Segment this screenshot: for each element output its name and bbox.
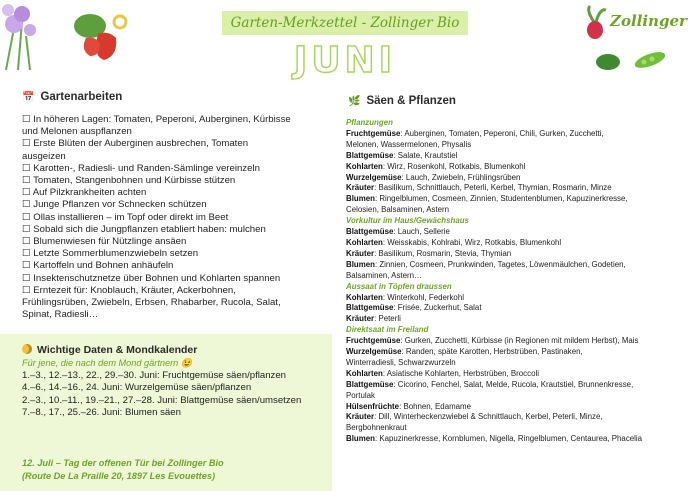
category-label: Kräuter xyxy=(346,412,375,422)
sow-line xyxy=(346,271,684,282)
garden-section-title xyxy=(22,91,122,103)
sow-line xyxy=(346,369,684,380)
dates-section-title xyxy=(22,344,197,356)
category-label: Kohlarten xyxy=(346,237,383,247)
sow-line xyxy=(346,434,684,445)
category-items: Portulak xyxy=(346,390,375,400)
seedling-icon: 🌿 xyxy=(348,96,361,107)
category-label: Fruchtgemüse xyxy=(346,128,401,138)
task-line: ☐ Sobald sich die Jungpflanzen etabliert haben: mulchen xyxy=(22,223,266,235)
task-line: ☐ Ollas installieren – im Topf oder direkt im Beet xyxy=(22,211,229,223)
category-items: Winterradiesli, Schwarzwurzeln xyxy=(346,357,456,367)
category-label: Wurzelgemüse xyxy=(346,172,402,182)
category-label: Wurzelgemüse xyxy=(346,347,402,357)
category-items: : Wirz, Rosenkohl, Rotkabis, Blumenkohl xyxy=(382,161,526,171)
sow-line xyxy=(346,249,684,260)
task-line: Spinat, Radiesli… xyxy=(22,309,99,321)
category-items: : Dill, Winterheckenzwiebel & Schnittlauch, Kerbel, Peterli, Minze, xyxy=(374,412,603,422)
task-line: ☐ In höheren Lagen: Tomaten, Peperoni, Auberginen, Kürbisse xyxy=(22,114,291,125)
garden-title-text: Gartenarbeiten xyxy=(40,91,123,103)
garden-task-list xyxy=(22,114,322,321)
task-line: ☐ Kartoffeln und Bohnen anhäufeln xyxy=(22,260,174,272)
task-line: ☐ Auf Pilzkrankheiten achten xyxy=(22,187,147,199)
category-items: : Salate, Krautstiel xyxy=(393,150,458,160)
sow-line xyxy=(346,162,684,173)
category-items: : Peterli xyxy=(374,314,401,324)
category-items: : Randen, späte Karotten, Herbstrüben, Pastinaken, xyxy=(401,347,583,357)
category-items: : Winterkohl, Federkohl xyxy=(382,292,464,302)
task-line: Frühlingsrüben, Zwiebeln, Erbsen, Rhabarber, Rucola, Salat, xyxy=(22,297,281,309)
sow-line xyxy=(346,358,684,369)
category-label: Kohlarten xyxy=(346,292,383,302)
event-address: (Route De La Praille 20, 1897 Les Evouettes) xyxy=(22,470,216,481)
sow-line xyxy=(346,238,684,249)
event-note xyxy=(22,457,224,482)
task-line: ☐ Letzte Sommerblumenzwiebeln setzen xyxy=(22,248,199,260)
category-items: : Cicorino, Fenchel, Salat, Melde, Rucola, Krautstiel, Brunnenkresse, xyxy=(393,379,634,389)
task-line: ☐ Erntezeit für: Knoblauch, Kräuter, Ackerbohnen, xyxy=(22,284,236,296)
sow-line xyxy=(346,129,684,140)
task-line: ☐ Erste Blüten der Auberginen ausbrechen, Tomaten xyxy=(22,138,249,150)
task-line: ☐ Tomaten, Stangenbohnen und Kürbisse stützen xyxy=(22,175,236,187)
category-items: Balsaminen, Astern… xyxy=(346,270,422,280)
sow-line xyxy=(346,412,684,423)
banner-title: Garten-Merkzettel - Zollinger Bio xyxy=(222,11,468,35)
date-line: 2.–3., 10.–11., 19.–21., 27.–28. Juni: Blattgemüse säen/umsetzen xyxy=(22,394,302,406)
sow-section-title xyxy=(348,95,456,107)
category-label: Blattgemüse xyxy=(346,303,394,313)
moon-icon xyxy=(22,344,32,354)
task-line: ☐ Karotten-, Radiesli- und Randen-Sämlinge vereinzeln xyxy=(22,162,260,174)
category-items: Melonen, Wassermelonen, Physalis xyxy=(346,139,472,149)
radish-illustration xyxy=(580,4,610,44)
sow-line xyxy=(346,423,684,434)
category-items: : Bohnen, Edamame xyxy=(399,401,471,411)
category-label: Kräuter xyxy=(346,183,375,193)
sow-line xyxy=(346,227,684,238)
sow-line xyxy=(346,194,684,205)
category-label: Blumen xyxy=(346,194,375,204)
category-items: : Frisée, Zuckerhut, Salat xyxy=(393,303,482,313)
category-items: : Lauch, Sellerie xyxy=(393,227,450,237)
sow-subheading: Pflanzungen xyxy=(346,118,393,127)
moon-calendar-list xyxy=(22,370,301,419)
sow-line xyxy=(346,303,684,314)
category-items: : Gurken, Zucchetti, Kürbisse (in Regionen mit mildem Herbst), Mais xyxy=(400,336,639,346)
category-label: Kohlarten xyxy=(346,161,383,171)
category-items: : Basilikum, Schnittlauch, Peterli, Kerbel, Thymian, Rosmarin, Minze xyxy=(374,183,612,193)
brand-logo: Zollinger xyxy=(610,12,687,30)
category-items: : Kapuzinerkresse, Kornblumen, Nigella, Ringelblumen, Centaurea, Phacelia xyxy=(374,434,643,444)
category-label: Kohlarten xyxy=(346,368,383,378)
category-label: Blumen xyxy=(346,434,375,444)
event-title: 12. Juli – Tag der offenen Tür bei Zollinger Bio xyxy=(22,458,224,468)
date-line: 1.–3., 12.–13., 22., 29.–30. Juni: Fruchtgemüse säen/pflanzen xyxy=(22,370,287,381)
category-items: : Asiatische Kohlarten, Herbstrüben, Broccoli xyxy=(382,368,539,378)
sow-title-text: Säen & Pflanzen xyxy=(366,95,456,107)
category-label: Blumen xyxy=(346,259,375,269)
category-items: Celosien, Balsaminen, Astern xyxy=(346,205,450,215)
sow-line xyxy=(346,347,684,358)
sow-subheading: Vorkultur im Haus/Gewächshaus xyxy=(346,216,469,226)
sow-line xyxy=(346,402,684,413)
sow-line xyxy=(346,314,684,325)
category-items: : Ringelblumen, Cosmeen, Zinnien, Studentenblumen, Kapuzinerkresse, xyxy=(374,194,628,204)
sow-subheading: Direktsaat im Freiland xyxy=(346,325,429,335)
sow-line xyxy=(346,380,684,391)
sow-line xyxy=(346,336,684,347)
month-title: JUNI xyxy=(293,40,397,81)
sow-line xyxy=(346,293,684,304)
task-line: ausgeizen xyxy=(22,150,66,162)
category-label: Blattgemüse xyxy=(346,379,394,389)
dates-title-text: Wichtige Daten & Mondkalender xyxy=(37,344,198,356)
task-line: ☐ Insektenschutznetze über Bohnen und Kohlarten spannen xyxy=(22,272,281,284)
sow-subheading: Aussaat in Töpfen draussen xyxy=(346,281,452,291)
date-line: 4.–6., 14.–16., 24. Juni: Wurzelgemüse säen/pflanzen xyxy=(22,382,252,394)
calendar-icon: 📅 xyxy=(22,92,35,103)
sow-line xyxy=(346,140,684,151)
sow-line xyxy=(346,260,684,271)
sow-line xyxy=(346,205,684,216)
task-line: ☐ Junge Pflanzen vor Schnecken schützen xyxy=(22,199,207,211)
category-items: : Weisskabis, Kohlrabi, Wirz, Rotkabis, Blumenkohl xyxy=(382,237,562,247)
task-line: und Melonen auspflanzen xyxy=(22,126,132,138)
sow-line xyxy=(346,151,684,162)
category-label: Blattgemüse xyxy=(346,150,394,160)
category-label: Blattgemüse xyxy=(346,227,394,237)
category-label: Fruchtgemüse xyxy=(346,336,401,346)
category-items: : Basilikum, Rosmarin, Stevia, Thymian xyxy=(374,248,512,258)
date-line: 7.–8., 17., 25.–26. Juni: Blumen säen xyxy=(22,406,181,418)
category-items: : Zinnien, Cosmeen, Prunkwinden, Tagetes, Löwenmäulchen, Godetien, xyxy=(374,259,626,269)
category-items: : Auberginen, Tomaten, Peperoni, Chili, Gurken, Zucchetti, xyxy=(400,128,604,138)
sow-line xyxy=(346,183,684,194)
category-items: Bergbohnenkraut xyxy=(346,423,407,433)
category-label: Kräuter xyxy=(346,248,375,258)
category-label: Kräuter xyxy=(346,314,375,324)
category-label: Hülsenfrüchte xyxy=(346,401,400,411)
sow-plant-list xyxy=(346,118,684,445)
task-line: ☐ Blumenwiesen für Nützlinge ansäen xyxy=(22,236,187,248)
dates-subtitle: Für jene, die nach dem Mond gärtnern 😉 xyxy=(22,358,193,368)
sow-line xyxy=(346,173,684,184)
sow-line xyxy=(346,391,684,402)
category-items: : Lauch, Zwiebeln, Frühlingsrüben xyxy=(401,172,521,182)
